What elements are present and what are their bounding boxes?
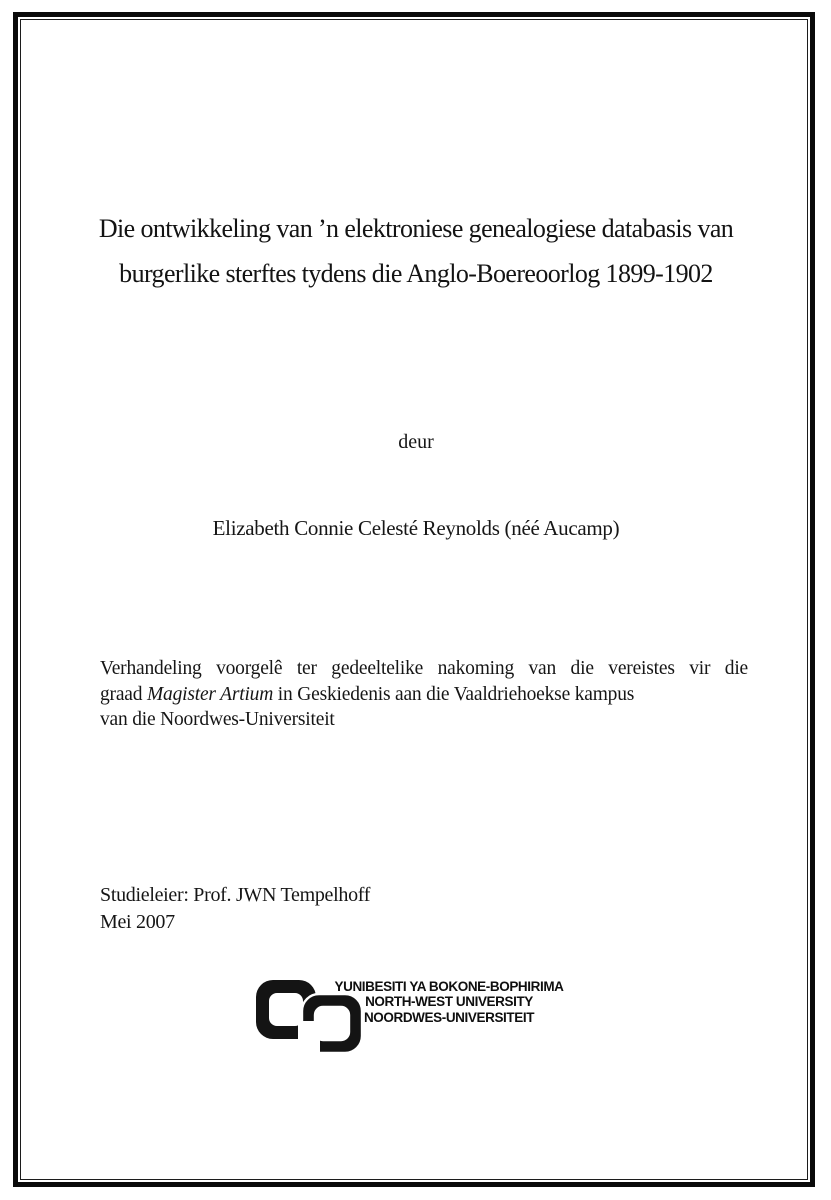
submission-line-2-suffix: in Geskiedenis aan die Vaaldriehoekse kampus [277, 683, 635, 705]
submission-statement [100, 656, 748, 733]
author-name: Elizabeth Connie Celesté Reynolds (néé Aucamp) [212, 516, 620, 540]
logo-text-english: NORTH-WEST UNIVERSITY [365, 994, 533, 1010]
byline-label: deur [398, 431, 434, 453]
thesis-title-line-2: burgerlike sterftes tydens die Anglo-Boereoorlog 1899-1902 [119, 259, 713, 288]
degree-name-italic: Magister Artium [147, 683, 274, 705]
logo-text-afrikaans: NOORDWES-UNIVERSITEIT [363, 1009, 535, 1025]
university-logo [256, 976, 586, 1066]
supervisor-line: Studieleier: Prof. JWN Tempelhoff [100, 884, 371, 906]
submission-line-2-prefix: graad [100, 683, 143, 705]
supervisor-block [100, 882, 370, 936]
thesis-title-line-1: Die ontwikkeling van ’n elektroniese genealogiese databasis van [98, 214, 734, 243]
university-logo-text [324, 979, 574, 1025]
date-line: Mei 2007 [100, 911, 175, 933]
thesis-title [21, 206, 811, 296]
submission-line-1: Verhandeling voorgelê ter gedeeltelike nakoming van die vereistes vir die [100, 658, 748, 679]
submission-line-2 [100, 682, 748, 708]
submission-line-3: van die Noordwes-Universiteit [100, 709, 335, 731]
logo-text-setswana: YUNIBESITI YA BOKONE-BOPHIRIMA [334, 979, 564, 994]
